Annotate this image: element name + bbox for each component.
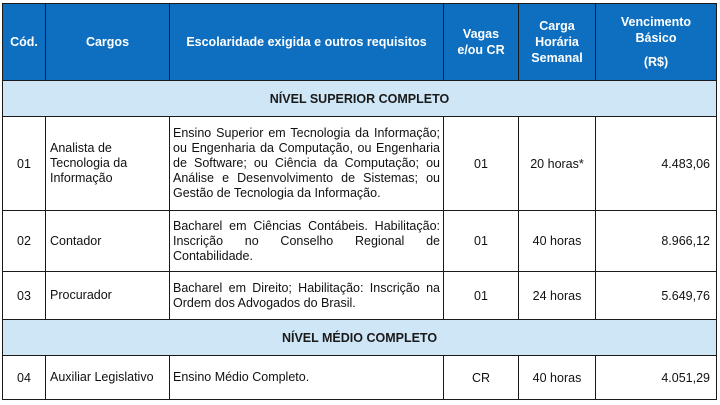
cell-vencimento: 4.051,29 — [596, 356, 717, 400]
cell-cod: 01 — [3, 117, 46, 211]
cell-cod: 04 — [3, 356, 46, 400]
table-container — [2, 3, 717, 400]
cell-requisitos: Ensino Médio Completo. — [170, 356, 444, 400]
cell-vagas: 01 — [444, 211, 519, 272]
section-row-medio — [3, 320, 717, 356]
table-row — [3, 211, 717, 272]
cell-requisitos: Bacharel em Ciências Contábeis. Habilitação: Inscrição no Conselho Regional de Contabilidade. — [170, 211, 444, 272]
cell-cargo: Procurador — [46, 272, 170, 320]
cell-cargo: Analista de Tecnologia da Informação — [46, 117, 170, 211]
table-row — [3, 117, 717, 211]
section-title-superior: NÍVEL SUPERIOR COMPLETO — [3, 81, 717, 117]
cell-carga: 40 horas — [519, 356, 596, 400]
cell-cargo: Auxiliar Legislativo — [46, 356, 170, 400]
header-carga — [519, 4, 596, 81]
table-row — [3, 272, 717, 320]
cell-carga: 24 horas — [519, 272, 596, 320]
cell-carga: 20 horas* — [519, 117, 596, 211]
cell-carga: 40 horas — [519, 211, 596, 272]
table-row — [3, 356, 717, 400]
header-carga-line2: Horária — [535, 35, 579, 49]
cell-vagas: 01 — [444, 117, 519, 211]
cell-cod: 02 — [3, 211, 46, 272]
cell-requisitos: Bacharel em Direito; Habilitação: Inscrição na Ordem dos Advogados do Brasil. — [170, 272, 444, 320]
header-carga-line3: Semanal — [531, 51, 583, 65]
cell-vagas: 01 — [444, 272, 519, 320]
header-vencimento — [596, 4, 717, 81]
cell-vencimento: 5.649,76 — [596, 272, 717, 320]
header-venc-line3: (R$) — [643, 55, 669, 69]
section-title-medio: NÍVEL MÉDIO COMPLETO — [3, 320, 717, 356]
cell-cod: 03 — [3, 272, 46, 320]
cell-requisitos: Ensino Superior em Tecnologia da Informação; ou Engenharia da Computação, ou Engenharia de Software; ou Ciência da Computação; ou Análise e Desenvolvimento de Sistemas; ou Gestão de Tecnologia da Informação. — [170, 117, 444, 211]
header-carga-line1: Carga — [539, 19, 575, 33]
header-cod: Cód. — [3, 4, 46, 81]
cell-vagas: CR — [444, 356, 519, 400]
header-escolaridade: Escolaridade exigida e outros requisitos — [170, 4, 444, 81]
section-row-superior — [3, 81, 717, 117]
cell-vencimento: 4.483,06 — [596, 117, 717, 211]
cell-cargo: Contador — [46, 211, 170, 272]
header-vagas-line2: e/ou CR — [457, 43, 505, 57]
positions-table — [2, 3, 717, 400]
header-row — [3, 4, 717, 81]
header-venc-line1: Vencimento — [620, 15, 692, 29]
header-vagas-line1: Vagas — [462, 27, 500, 41]
header-vagas — [444, 4, 519, 81]
header-venc-line2: Básico — [635, 31, 677, 45]
cell-vencimento: 8.966,12 — [596, 211, 717, 272]
header-cargos: Cargos — [46, 4, 170, 81]
